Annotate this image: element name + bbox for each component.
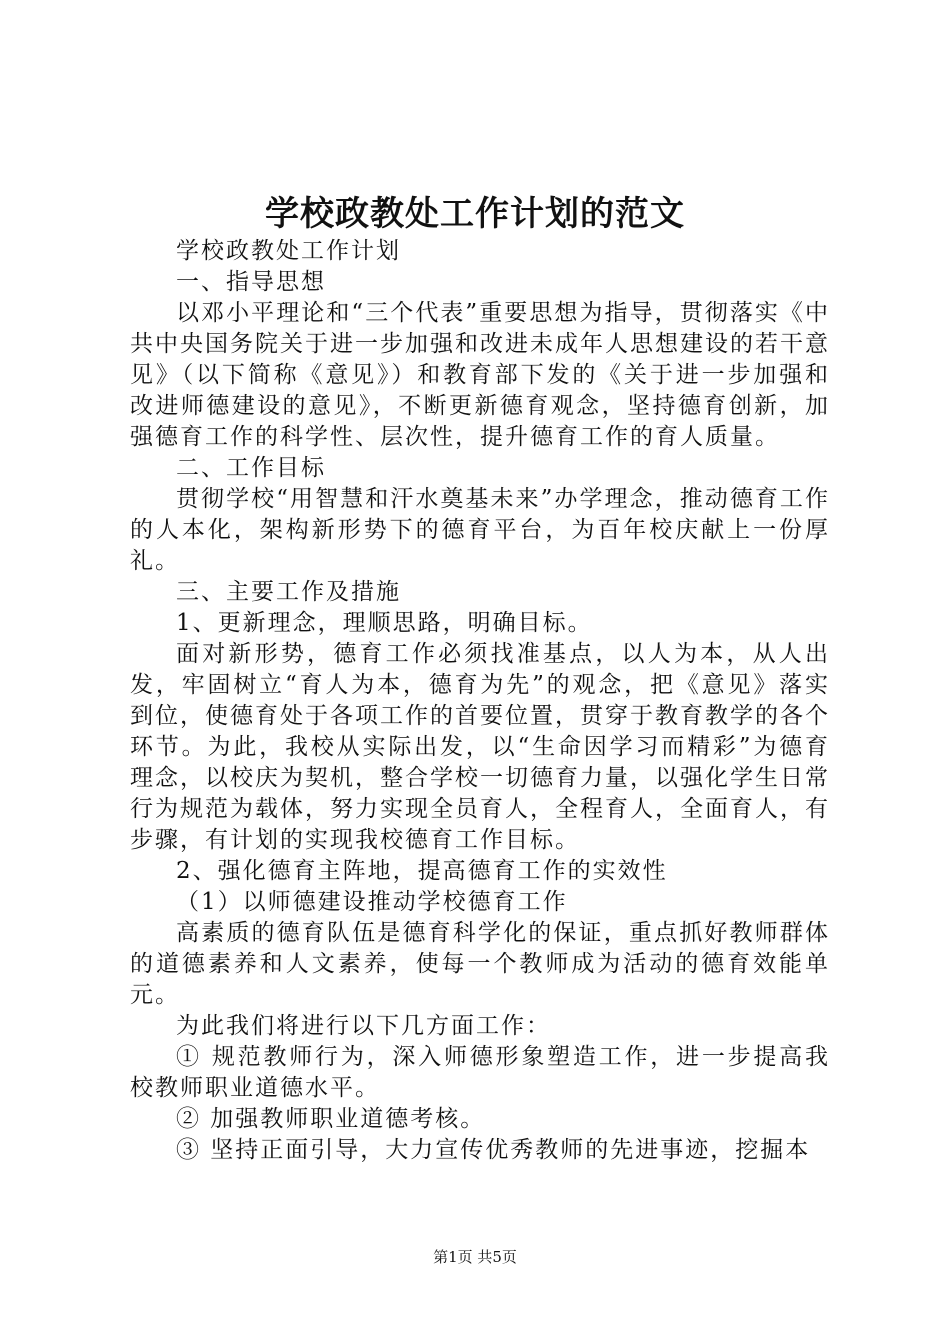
document-title: 学校政教处工作计划的范文 [265,194,685,234]
paragraph: 面对新形势，德育工作必须找准基点，以人为本，从人出发，牢固树立“育人为本，德育为先”的观念，把《意见》落实到位，使德育处于各项工作的首要位置，贯穿于教育教学的各个环节。为此，我校从实际出发，以“生命因学习而精彩”为德育理念，以校庆为契机，整合学校一切德育力量，以强化学生日常行为规范为载体，努力实现全员育人，全程育人，全面育人，有步骤，有计划的实现我校德育工作目标。 [130,641,830,853]
list-item: ② 加强教师职业道德考核。 [176,1106,486,1132]
paragraph: 贯彻学校“用智慧和汗水奠基未来”办学理念，推动德育工作的人本化，架构新形势下的德育平台，为百年校庆献上一份厚礼。 [130,486,830,574]
subheading: 2、强化德育主阵地，提高德育工作的实效性 [176,858,668,884]
subheading: （1）以师德建设推动学校德育工作 [176,889,568,915]
subheading: 1、更新理念，理顺思路，明确目标。 [176,610,593,636]
heading-work-goals: 二、工作目标 [176,455,326,481]
paragraph-subtitle: 学校政教处工作计划 [176,238,401,264]
heading-guiding-thought: 一、指导思想 [176,269,326,295]
paragraph: 高素质的德育队伍是德育科学化的保证，重点抓好教师群体的道德素养和人文素养，使每一个教师成为活动的德育效能单元。 [130,920,830,1008]
page-number-footer: 第1页 共5页 [433,1248,517,1266]
document-body [130,236,830,1166]
list-item: ③ 坚持正面引导，大力宣传优秀教师的先进事迹，挖掘本 [176,1137,811,1163]
paragraph: 以邓小平理论和“三个代表”重要思想为指导，贯彻落实《中共中央国务院关于进一步加强和改进未成年人思想建设的若干意见》（以下简称《意见》）和教育部下发的《关于进一步加强和改进师德建设的意见》，不断更新德育观念，坚持德育创新，加强德育工作的科学性、层次性，提升德育工作的育人质量。 [130,300,830,450]
heading-main-measures: 三、主要工作及措施 [176,579,401,605]
list-item: ① 规范教师行为，深入师德形象塑造工作，进一步提高我校教师职业道德水平。 [130,1044,830,1101]
paragraph: 为此我们将进行以下几方面工作： [176,1013,551,1039]
